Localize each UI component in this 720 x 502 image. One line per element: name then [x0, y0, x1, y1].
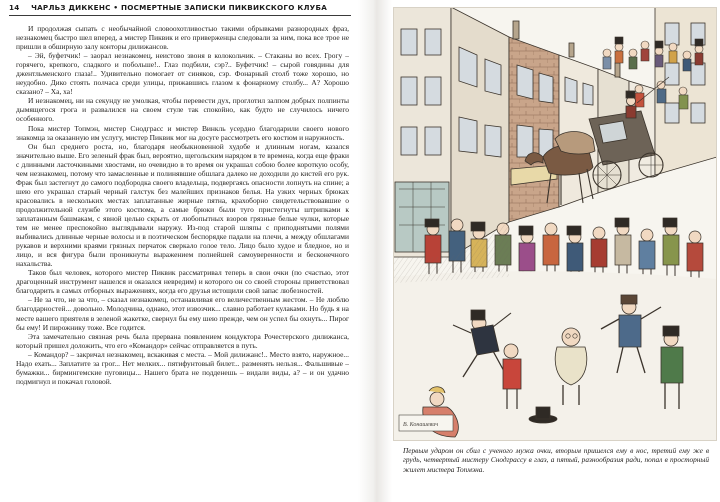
paragraph: Он был среднего роста, но, благодаря необыкновенной худобе и длинным ногам, казался значительно выше. Его зеленый фрак был, вероятно, щегольским нарядом в те времена, когда еще фраки с длинными ласточкиными хвостами, но очевидно в то время он украшал собою более короткую особу, чем незнакомец, потому что замасленные и полинявшие обшлага далеко не доходили до кистей его рук. Фрак был застегнут до самого подбородка своего владельца, подвергаясь опасности лопнуть на спине; а шею его украшал старый черный галстук без малейших признаков белья. На узких черных брюках красовались в нескольких местах заплатанные жирные пятна, крахоборно свидетельствовавшие о продолжительной службе этого костюма, а самые брюки были туго пристегнуты штрипками к заплатанным башмакам, с явной целью скрыть от любопытных взоров грязные белые чулки, которые тем не менее преспокойно выглядывали наружу. Из-под старой шляпы с приподнятыми полями выбивались длинные черные волосы и в поэтическом беспорядке падали на плечи, а между обшлагами рукавов и верхними краями грязных перчаток сверкало голое тело. Лицо было худое и бледное, но и лицо, и вся фигура были проникнуты выражением полнейшей самоуверенности и бесконечного нахальства.	[16, 141, 349, 269]
page-number: 14	[9, 3, 20, 12]
paragraph: Таков был человек, которого мистер Пиквик рассматривал теперь в свои очки (по счастью, этот драгоценный инструмент нашелся и оказался невредим) и которого он со своей стороны приветствовал благодарить в самых отборных выражениях, когда его друзья истощили свой запас любезностей.	[16, 268, 349, 296]
body-text	[16, 24, 349, 496]
paragraph: Пока мистер Топмэн, мистер Снодграсс и мистер Винкль усердно благодарили своего нового знакомца за оказанную им услугу, мистер Пиквик мог на досуге рассмотреть его костюм и наружность.	[16, 123, 349, 142]
artist-signature-text: В. Конашевич	[403, 422, 439, 428]
paragraph: Эта замечательно связная речь была прервана появлением кондуктора Рочестерского дилижанса, который пришел доложить, что его «Командор» сейчас отправляется в путь.	[16, 331, 349, 350]
artist-signature	[399, 415, 453, 431]
paragraph: – Эй, буфетчик! – заорал незнакомец, неистово звоня в колокольчик. – Стаканы во всех. Грогу – горячего, крепкого, сладкого и побольше!.. Глаз подбили, сэр?.. Буфетчик! – сырой говядины для джентльменского глаза!.. Удивительно помогает от синяков, сэр. Фонарный столб тоже хорошо, но неудобно. Дико стоять полчаса среди улицы, прижавшись глазом к фонарному столбу... А? Хорошо сказано? – Ха, ха!	[16, 51, 349, 97]
illustration-caption: Первым ударом он сбил с ученого мужа очки, вторым пришелся ему в нос, третий ему же в грудь, четвертый мистеру Снодграссу в глаз, а пятый, разнообразия ради, попал в просторный жилет мистера Топмэна.	[403, 446, 709, 474]
running-head	[9, 2, 351, 14]
paragraph: И незнакомец, ни на секунду не умолкая, чтобы перевести дух, проглотил залпом добрых полпинты дымящегося грога и развалился на своем стуле так спокойно, как будто не случилось ничего особенного.	[16, 96, 349, 124]
paragraph: – Командор? – закричал незнакомец, вскакивая с места. – Мой дилижанс!.. Место взято, наружное... Надо ехать... Заплатите за грог... Нет мелких... пятифунтовый билет... разменять нельзя... Фальшивые – бумажки... бирмингемские пуговицы... Нашего брата не подденешь – видали виды, а? – и он удачно подмигнул и покачал головой.	[16, 349, 349, 386]
right-page	[392, 0, 720, 502]
header-rule	[9, 15, 351, 16]
book-gutter	[358, 0, 392, 502]
paragraph: – Не за что, не за что, – сказал незнакомец, останавливая его величественным жестом. – Не люблю благодарностей... довольно. Молодчина, однако, этот извозчик... славно работает кулаками. Но будь я на месте вашего приятеля в зеленой жакетке, свернул бы ему шею прежде, чем он успел бы охнуть... Пирог бы ему! И пирожнику тоже. Все годится.	[16, 295, 349, 332]
paragraph: И продолжая сыпать с необычайной словоохотливостью такими обрывками разнородных фраз, незнакомец быстро шел вперед, а мистер Пиквик и его приверженцы следовали за ним, пока все трое не пришли в обширную залу конторы дилижансов.	[16, 24, 349, 52]
illustration-drawing	[393, 7, 717, 441]
street-fight-illustration	[393, 7, 717, 441]
running-title: ЧАРЛЬЗ ДИККЕНС • ПОСМЕРТНЫЕ ЗАПИСКИ ПИКВИКСКОГО КЛУБА	[31, 3, 328, 12]
